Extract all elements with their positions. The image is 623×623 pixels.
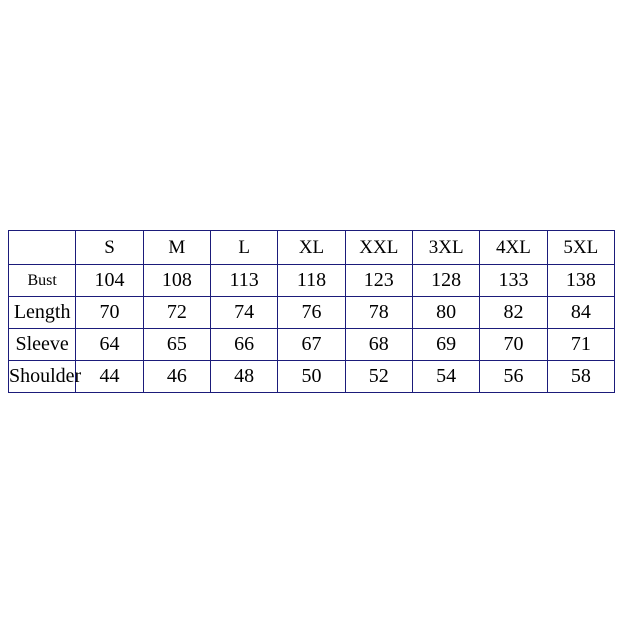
cell-shoulder-m: 46: [143, 361, 210, 393]
cell-length-xxl: 78: [345, 297, 412, 329]
table-row: [9, 329, 615, 361]
cell-bust-xxl: 123: [345, 265, 412, 297]
header-size-s: S: [76, 231, 143, 265]
row-label-sleeve: Sleeve: [9, 329, 76, 361]
cell-length-5xl: 84: [547, 297, 614, 329]
cell-shoulder-xxl: 52: [345, 361, 412, 393]
cell-length-l: 74: [210, 297, 277, 329]
cell-length-xl: 76: [278, 297, 345, 329]
cell-length-4xl: 82: [480, 297, 547, 329]
header-corner: [9, 231, 76, 265]
table-row: [9, 297, 615, 329]
cell-length-s: 70: [76, 297, 143, 329]
cell-sleeve-xxl: 68: [345, 329, 412, 361]
cell-sleeve-4xl: 70: [480, 329, 547, 361]
cell-shoulder-4xl: 56: [480, 361, 547, 393]
table-row: [9, 265, 615, 297]
cell-shoulder-s: 44: [76, 361, 143, 393]
cell-sleeve-5xl: 71: [547, 329, 614, 361]
cell-bust-4xl: 133: [480, 265, 547, 297]
cell-bust-l: 113: [210, 265, 277, 297]
row-label-bust: Bust: [9, 265, 76, 297]
cell-sleeve-xl: 67: [278, 329, 345, 361]
cell-sleeve-3xl: 69: [412, 329, 479, 361]
size-chart-container: [8, 230, 615, 393]
cell-bust-5xl: 138: [547, 265, 614, 297]
header-size-m: M: [143, 231, 210, 265]
cell-shoulder-3xl: 54: [412, 361, 479, 393]
table-header-row: [9, 231, 615, 265]
row-label-length: Length: [9, 297, 76, 329]
cell-bust-3xl: 128: [412, 265, 479, 297]
cell-shoulder-xl: 50: [278, 361, 345, 393]
cell-shoulder-l: 48: [210, 361, 277, 393]
size-chart-table: [8, 230, 615, 393]
cell-length-3xl: 80: [412, 297, 479, 329]
table-row: [9, 361, 615, 393]
cell-sleeve-l: 66: [210, 329, 277, 361]
cell-length-m: 72: [143, 297, 210, 329]
row-label-shoulder: Shoulder: [9, 361, 76, 393]
cell-shoulder-5xl: 58: [547, 361, 614, 393]
header-size-4xl: 4XL: [480, 231, 547, 265]
header-size-xxl: XXL: [345, 231, 412, 265]
cell-bust-m: 108: [143, 265, 210, 297]
header-size-3xl: 3XL: [412, 231, 479, 265]
cell-sleeve-s: 64: [76, 329, 143, 361]
header-size-l: L: [210, 231, 277, 265]
header-size-5xl: 5XL: [547, 231, 614, 265]
cell-bust-s: 104: [76, 265, 143, 297]
cell-sleeve-m: 65: [143, 329, 210, 361]
header-size-xl: XL: [278, 231, 345, 265]
cell-bust-xl: 118: [278, 265, 345, 297]
